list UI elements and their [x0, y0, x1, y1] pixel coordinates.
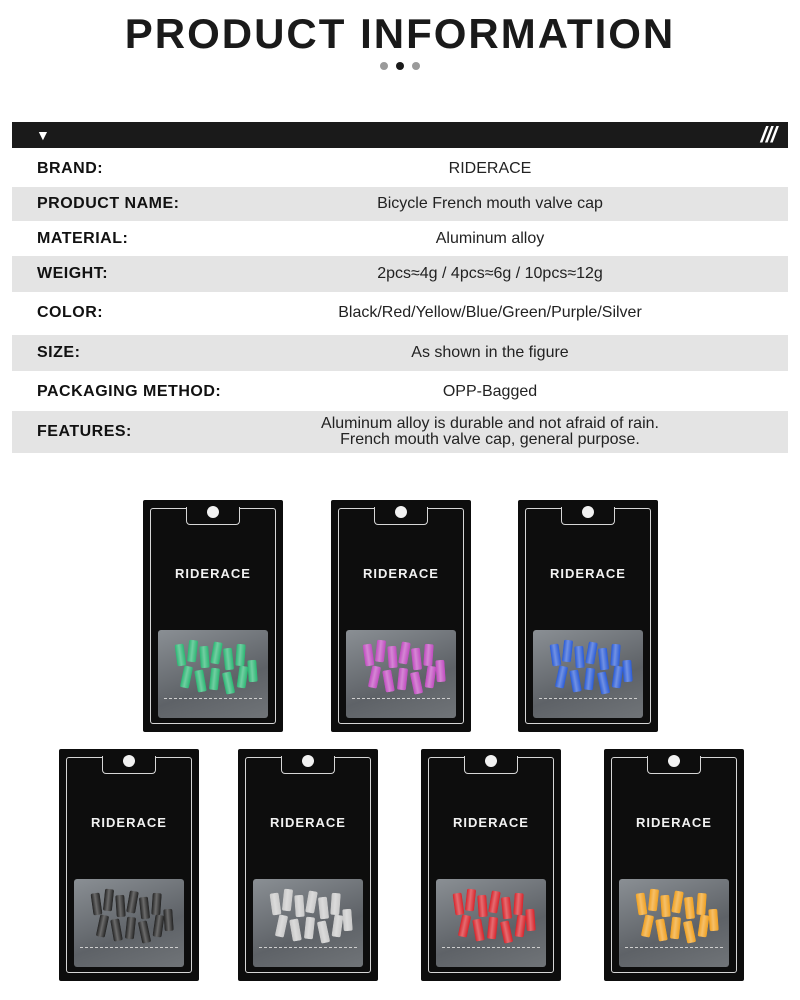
valve-cap [584, 668, 595, 691]
valve-cap [598, 648, 609, 671]
valve-cap [513, 893, 524, 916]
valve-cap [458, 914, 471, 937]
valve-cap [465, 889, 476, 912]
valve-cap [103, 889, 114, 912]
product-image-silver [238, 749, 378, 981]
valve-cap [435, 660, 446, 683]
spec-label: MATERIAL: [37, 230, 129, 247]
hang-hole [123, 755, 135, 767]
valve-cap [683, 920, 696, 943]
valve-cap [487, 917, 498, 940]
product-image-gold [604, 749, 744, 981]
spec-row-product-name [12, 187, 788, 221]
spec-row-color [12, 294, 788, 332]
valve-cap [574, 646, 585, 669]
bag-window [346, 630, 456, 718]
valve-cap [91, 892, 103, 915]
carousel-dot [412, 62, 420, 70]
bag-window [619, 879, 729, 967]
product-image-green [143, 500, 283, 732]
features-line-2: French mouth valve cap, general purpose. [340, 431, 640, 448]
valve-cap [110, 918, 123, 941]
spec-row-packaging [12, 374, 788, 410]
valve-cap [342, 909, 353, 932]
valve-cap [209, 668, 220, 691]
spec-value: Aluminum alloy [435, 230, 545, 247]
spec-row-brand [12, 152, 788, 186]
valve-cap [648, 889, 659, 912]
valve-cap [636, 892, 648, 915]
product-image-purple [331, 500, 471, 732]
valve-cap [411, 648, 422, 671]
bag-window [158, 630, 268, 718]
valve-cap [501, 897, 512, 920]
spec-value: RIDERACE [448, 160, 532, 177]
valve-cap [270, 892, 282, 915]
spec-row-weight [12, 256, 788, 292]
valve-cap [660, 895, 671, 918]
valve-cap [655, 918, 668, 941]
bag-brand-logo: RIDERACE [636, 815, 712, 830]
bag-brand-logo: RIDERACE [550, 566, 626, 581]
valve-cap [180, 665, 193, 688]
valve-cap [698, 914, 710, 937]
valve-cap [525, 909, 536, 932]
valve-cap [330, 893, 341, 916]
valve-cap [237, 665, 249, 688]
hang-hole [395, 506, 407, 518]
spec-row-size [12, 335, 788, 371]
hang-hole [668, 755, 680, 767]
page-title: PRODUCT INFORMATION [124, 10, 676, 57]
spec-label: COLOR: [37, 304, 104, 321]
valve-cap [289, 918, 302, 941]
valve-cap [500, 920, 513, 943]
valve-cap [684, 897, 695, 920]
spec-value [242, 416, 738, 448]
valve-cap [194, 669, 207, 692]
valve-cap [96, 914, 109, 937]
valve-cap [410, 671, 423, 694]
valve-cap [477, 895, 488, 918]
valve-cap [641, 914, 654, 937]
valve-cap [397, 668, 408, 691]
features-line-1: Aluminum alloy is durable and not afraid of rain. [321, 415, 659, 432]
spec-value: Bicycle French mouth valve cap [377, 195, 603, 212]
carousel-dot-active [396, 62, 404, 70]
valve-cap [368, 665, 381, 688]
bag-brand-logo: RIDERACE [453, 815, 529, 830]
valve-cap [222, 671, 235, 694]
spec-label: BRAND: [37, 160, 104, 177]
valve-cap [550, 643, 562, 666]
hang-hole [485, 755, 497, 767]
valve-cap [139, 897, 150, 920]
product-image-blue [518, 500, 658, 732]
bag-brand-logo: RIDERACE [91, 815, 167, 830]
valve-cap [126, 890, 139, 913]
valve-cap [423, 644, 434, 667]
valve-cap [210, 641, 223, 664]
valve-cap [138, 920, 151, 943]
valve-cap [387, 646, 398, 669]
spec-value: OPP-Bagged [442, 383, 538, 400]
bag-brand-logo: RIDERACE [175, 566, 251, 581]
spec-row-features [12, 411, 788, 453]
carousel-dot [380, 62, 388, 70]
valve-cap [235, 644, 246, 667]
valve-cap [612, 665, 624, 688]
valve-cap [453, 892, 465, 915]
valve-cap [708, 909, 719, 932]
valve-cap [282, 889, 293, 912]
spec-label: WEIGHT: [37, 265, 109, 282]
valve-cap [585, 641, 598, 664]
valve-cap [597, 671, 610, 694]
product-image-red [421, 749, 561, 981]
valve-cap [317, 920, 330, 943]
valve-cap [425, 665, 437, 688]
spec-value: Black/Red/Yellow/Blue/Green/Purple/Silver [338, 304, 642, 321]
bag-brand-logo: RIDERACE [363, 566, 439, 581]
valve-cap [163, 909, 174, 932]
valve-cap [696, 893, 707, 916]
valve-cap [382, 669, 395, 692]
valve-cap [153, 914, 165, 937]
bag-brand-logo: RIDERACE [270, 815, 346, 830]
valve-cap [562, 640, 573, 663]
spec-label: SIZE: [37, 344, 81, 361]
valve-cap [622, 660, 633, 683]
valve-cap [375, 640, 386, 663]
valve-cap [398, 641, 411, 664]
valve-cap [569, 669, 582, 692]
bag-window [74, 879, 184, 967]
slashes-icon: /// [760, 122, 776, 147]
spec-label: PRODUCT NAME: [37, 195, 180, 212]
bag-window [436, 879, 546, 967]
bag-window [253, 879, 363, 967]
triangle-down-icon: ▼ [36, 127, 50, 143]
spec-row-material [12, 222, 788, 256]
bag-window [533, 630, 643, 718]
valve-cap [305, 890, 318, 913]
valve-cap [175, 643, 187, 666]
valve-cap [332, 914, 344, 937]
valve-cap [472, 918, 485, 941]
valve-cap [363, 643, 375, 666]
valve-cap [294, 895, 305, 918]
table-header-bar [12, 122, 788, 148]
valve-cap [199, 646, 210, 669]
spec-label: FEATURES: [37, 423, 132, 440]
valve-cap [304, 917, 315, 940]
valve-cap [610, 644, 621, 667]
valve-cap [488, 890, 501, 913]
valve-cap [151, 893, 162, 916]
valve-cap [670, 917, 681, 940]
hang-hole [302, 755, 314, 767]
valve-cap [275, 914, 288, 937]
spec-value: 2pcs≈4g / 4pcs≈6g / 10pcs≈12g [377, 265, 603, 282]
product-image-black [59, 749, 199, 981]
valve-cap [223, 648, 234, 671]
hang-hole [207, 506, 219, 518]
valve-cap [115, 895, 126, 918]
carousel-dots [0, 62, 800, 70]
valve-cap [671, 890, 684, 913]
spec-value: As shown in the figure [411, 344, 569, 361]
valve-cap [125, 917, 136, 940]
hang-hole [582, 506, 594, 518]
valve-cap [515, 914, 527, 937]
valve-cap [555, 665, 568, 688]
spec-label: PACKAGING METHOD: [37, 383, 222, 400]
valve-cap [187, 640, 198, 663]
valve-cap [318, 897, 329, 920]
valve-cap [247, 660, 258, 683]
